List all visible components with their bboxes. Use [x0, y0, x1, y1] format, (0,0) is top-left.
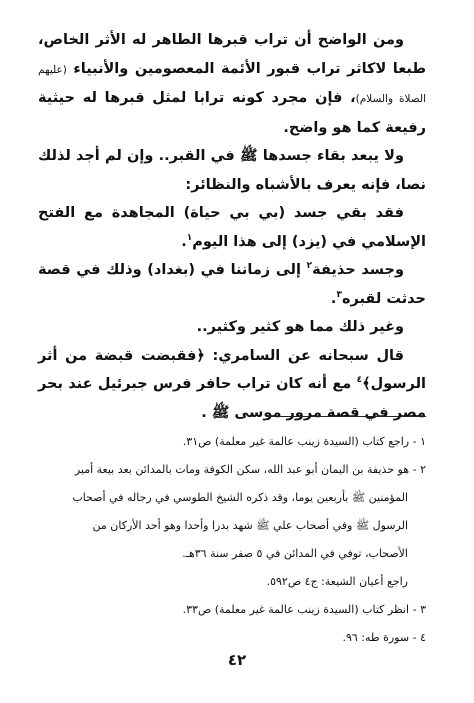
honorific-mark: ﷺ — [211, 404, 230, 421]
paragraph-6-text: مع أنه كان تراب حافر فرس جبرئيل عند بحر مصر في قصة مرور موسى — [38, 376, 426, 421]
paragraph-3 — [38, 199, 426, 256]
paragraph-4 — [38, 256, 426, 313]
paragraph-2-text-b: في القبر.. وإن لم أجد لذلك نصا، فإنه يعرف بالأشباه والنظائر: — [38, 148, 426, 193]
footnote-marker-4: ٤ — [356, 375, 363, 386]
footnote-4: ٤ - سورة طه: ٩٦. — [342, 631, 426, 644]
paragraph-3-end: . — [181, 233, 187, 250]
paragraph-4-text-a: وجسد حذيفة — [312, 262, 404, 278]
paragraph-5 — [38, 313, 426, 342]
footnote-1: ١ - راجع كتاب (السيدة زينب عالمة غير معلمة) ص٣١. — [182, 435, 426, 448]
footnote-3: ٣ - انظر كتاب (السيدة زينب عالمة غير معلمة) ص٣٣. — [182, 603, 426, 616]
footnote-2-line-2: المؤمنين ﷺ بأربعين يوما، وقد ذكره الشيخ الطوسي في رجاله في أصحاب — [72, 491, 408, 504]
footnote-2-line-1: ٢ - هو حذيفة بن اليمان أبو عبد الله، سكن الكوفة ومات بالمدائن بعد بيعة أمير — [74, 463, 426, 476]
paragraph-6 — [38, 342, 426, 428]
footnote-2-line-4: الأصحاب، توفي في المدائن في ٥ صفر سنة ٣٦هـ. — [182, 547, 408, 560]
paragraph-1-text: ومن الواضح أن تراب قبرها الطاهر له الأثر الخاص، طبعا لاكاثر تراب قبور الأئمة المعصومين والأنبياء — [38, 32, 426, 77]
footnote-marker-2: ٢ — [306, 261, 313, 272]
footnote-divider — [266, 416, 426, 417]
paragraph-3-text: فقد بقي جسد (بي بي حياة) المجاهدة مع الفتح الإسلامي في (يزد) إلى هذا اليوم — [38, 205, 426, 250]
footnotes — [38, 428, 426, 652]
paragraph-4-text-b: إلى زماننا في (بغداد) وذلك في قصة حدثت لقبره — [38, 262, 426, 307]
paragraph-2-text-a: ولا يبعد بقاء جسدها — [262, 148, 404, 164]
paragraph-4-end: . — [330, 290, 337, 307]
paragraph-1 — [38, 26, 426, 142]
paragraph-5-text: وغير ذلك مما هو كثير وكثير.. — [196, 319, 404, 335]
footnote-marker-3: ٣ — [336, 289, 342, 300]
quran-quote: قال سبحانه عن السامري: ﴿فقبضت قبضة من أثر الرسول﴾ — [38, 347, 426, 392]
paragraph-2 — [38, 142, 426, 199]
footnote-2-line-3: الرسول ﷺ وفي أصحاب علي ﷺ شهد بدرا وأحدا وهو أحد الأركان من — [92, 519, 408, 532]
paragraph-1-end: ، فإن مجرد كونه ترابا لمثل قبرها له حيثية رفيعة كما هو واضح. — [38, 90, 426, 136]
footnote-marker-1: ١ — [186, 232, 193, 243]
honorific-mark: ﷺ — [240, 148, 258, 164]
footnote-2-reference: راجع أعيان الشيعة: ج٤ ص٥٩٢. — [266, 575, 408, 588]
main-text — [38, 26, 426, 427]
honorific-phrase: (عليهم الصلاة والسلام) — [38, 63, 426, 105]
page-number: ٤٢ — [227, 651, 247, 669]
paragraph-6-end: . — [201, 404, 207, 421]
